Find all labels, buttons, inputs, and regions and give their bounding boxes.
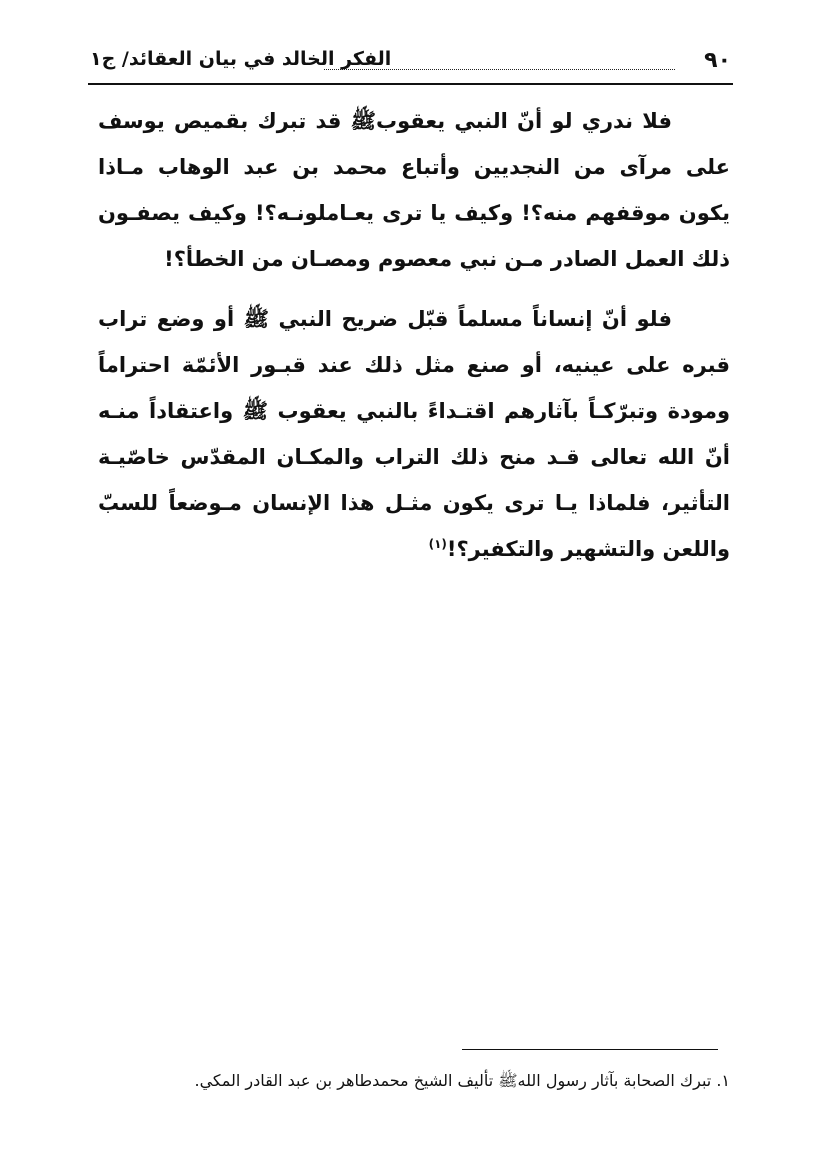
footnote-reference: (١) [428, 537, 447, 551]
page-header [88, 40, 733, 82]
paragraph-2-text: فلو أنّ إنساناً مسلماً قبّل ضريح النبي ﷺ أو وضع تراب قبره على عينيه، أو صنع مثل ذلك عند قبـور الأئمّة احتراماً ومودة وتبرّكـاً بآثارهم اقتـداءً بالنبي يعقوب ﷺ واعتقاداً منـه أنّ الله تعالى قـد منح ذلك التراب والمكـان المقدّس خاصّيـة التأثير، فلماذا يـا ترى يكون مثـل هذا الإنسان مـوضعاً للسبّ واللعن والتشهير والتكفير؟! [98, 307, 730, 561]
page-number: ٩٠ [704, 48, 731, 73]
body-text [98, 98, 730, 572]
paragraph-1: فلا ندري لو أنّ النبي يعقوبﷺ قد تبرك بقميص يوسف على مرآى من النجديين وأتباع محمد بن عبد الوهاب مـاذا يكون موقفهم منه؟! وكيف يا ترى يعـاملونـه؟! وكيف يصفـون ذلك العمل الصادر مـن نبي معصوم ومصـان من الخطأ؟! [98, 109, 730, 271]
header-rule [88, 83, 733, 85]
running-title: الفكر الخالد في بيان العقائد/ ج١ [90, 48, 392, 70]
footnote-rule [462, 1049, 718, 1050]
footnote: ١. تبرك الصحابة بآثار رسول اللهﷺ تأليف الشيخ محمدطاهر بن عبد القادر المكي. [194, 1071, 730, 1090]
paragraph-2 [98, 296, 730, 572]
